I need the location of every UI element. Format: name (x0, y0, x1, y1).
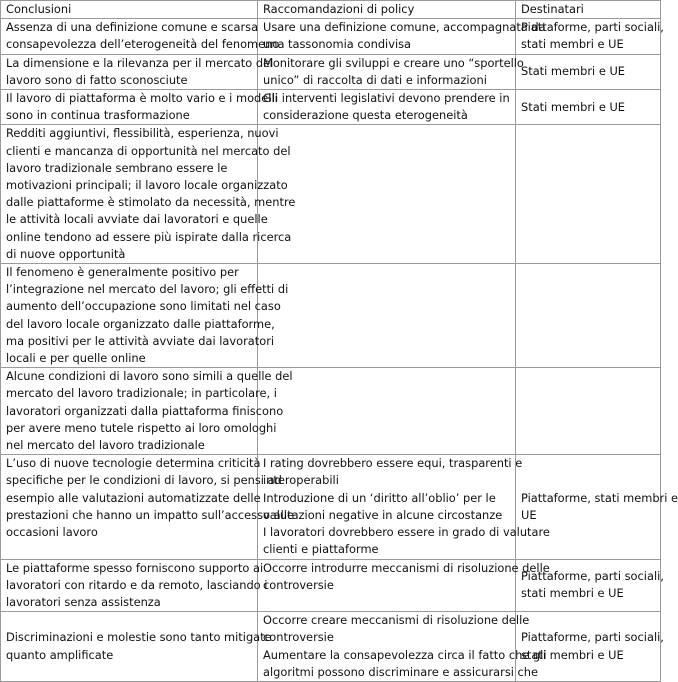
cell-text-line: Monitorare gli sviluppi e creare uno “sportello (263, 55, 524, 70)
cell-text-line: nel mercato del lavoro tradizionale (6, 438, 205, 453)
table-row (1, 455, 661, 559)
cell-conclusioni (1, 559, 268, 612)
cell-text-line: Occorre creare meccanismi di risoluzione delle (263, 613, 530, 628)
cell-text-line: specifiche per le condizioni di lavoro, si pensi ad (6, 473, 282, 488)
cell-raccomandazioni (258, 19, 546, 54)
cell-text-line: esempio alle valutazioni automatizzate delle (6, 490, 261, 505)
cell-text-line: stati membri e UE (521, 647, 624, 662)
cell-text-line: stati membri e UE (521, 37, 624, 52)
cell-text-line: l’integrazione nel mercato del lavoro; gli effetti di (6, 282, 289, 297)
table-row (1, 19, 661, 54)
cell-text-line: le attività locali avviate dai lavoratori e quelle (6, 212, 268, 227)
cell-destinatari (516, 368, 661, 455)
cell-destinatari (516, 54, 661, 89)
cell-text-line: ma positivi per le attività avviate dai lavoratori (6, 333, 275, 348)
table-row (1, 54, 661, 89)
cell-text-line: consapevolezza dell’eterogeneità del fenomeno (6, 37, 280, 52)
cell-conclusioni (1, 612, 272, 682)
cell-text-line: una tassonomia condivisa (263, 37, 412, 52)
table-row (1, 559, 661, 612)
cell-text-line: controversie (263, 630, 334, 645)
cell-text-line: Discriminazioni e molestie sono tanto mitigate (6, 630, 272, 645)
cell-raccomandazioni (258, 264, 516, 368)
cell-text-line: clienti e mancanza di opportunità nel mercato del (6, 143, 291, 158)
cell-text-line: Introduzione di un ‘diritto all’oblio’ per le (263, 490, 496, 505)
cell-conclusioni (1, 54, 274, 89)
cell-text-line: valutazioni negative in alcune circostanze (263, 507, 503, 522)
cell-raccomandazioni (258, 559, 550, 612)
cell-text-line: Redditi aggiuntivi, flessibilità, esperienza, nuovi (6, 126, 279, 141)
cell-text-line: online tendono ad essere più ispirate dalla ricerca (6, 229, 292, 244)
cell-text-line: lavoratori organizzati dalla piattaforma finiscono (6, 403, 284, 418)
cell-text-line: stati membri e UE (521, 586, 624, 601)
header-destinatari: Destinatari (516, 1, 661, 19)
cell-text-line: clienti e piattaforme (263, 542, 379, 557)
cell-raccomandazioni (258, 612, 547, 682)
cell-text-line: Il fenomeno è generalmente positivo per (6, 265, 239, 280)
cell-text-line: Usare una definizione comune, accompagnata da (263, 20, 546, 35)
cell-text-line: sono in continua trasformazione (6, 108, 190, 123)
cell-text-line: Il lavoro di piattaforma è molto vario e i modelli (6, 91, 278, 106)
cell-text-line: aumento dell’occupazione sono limitati nel caso (6, 299, 281, 314)
cell-conclusioni (1, 264, 289, 368)
table-header-row (1, 1, 661, 19)
cell-text-line: dalle piattaforme è stimolato da necessità, mentre (6, 195, 296, 210)
cell-text-line: Piattaforme, parti sociali, (521, 569, 664, 584)
cell-destinatari (516, 19, 664, 54)
cell-text-line: Alcune condizioni di lavoro sono simili a quelle del (6, 369, 293, 384)
table-row (1, 125, 661, 264)
cell-text-line: Stati membri e UE (521, 64, 625, 79)
cell-text-line: controversie (263, 577, 334, 592)
cell-text-line: Gli interventi legislativi devono prendere in (263, 91, 510, 106)
table-row (1, 612, 661, 682)
cell-text-line: Aumentare la consapevolezza circa il fatto che gli (263, 647, 547, 662)
cell-text-line: Stati membri e UE (521, 99, 625, 114)
cell-conclusioni (1, 19, 280, 54)
cell-text-line: lavoratori con ritardo e da remoto, lasciando i (6, 577, 268, 592)
cell-destinatari (516, 125, 661, 264)
cell-text-line: quanto amplificate (6, 647, 114, 662)
cell-text-line: del lavoro locale organizzato dalle piattaforme, (6, 316, 275, 331)
cell-text-line: Piattaforme, stati membri e (521, 490, 678, 505)
cell-text-line: Assenza di una definizione comune e scarsa (6, 20, 259, 35)
cell-text-line: UE (521, 507, 537, 522)
cell-text-line: algoritmi possono discriminare e assicurarsi che (263, 664, 539, 679)
table-row (1, 90, 661, 125)
cell-text-line: lavoratori senza assistenza (6, 594, 161, 609)
cell-text-line: Le piattaforme spesso forniscono supporto ai (6, 560, 264, 575)
cell-destinatari (516, 90, 661, 125)
cell-raccomandazioni (258, 125, 516, 264)
cell-text-line: I lavoratori dovrebbero essere in grado di valutare (263, 525, 550, 540)
cell-text-line: di nuove opportunità (6, 246, 126, 261)
cell-text-line: considerazione questa eterogeneità (263, 108, 468, 123)
cell-conclusioni (1, 90, 278, 125)
cell-text-line: mercato del lavoro tradizionale; in particolare, i (6, 386, 277, 401)
cell-text-line: per avere meno tutele rispetto ai loro omologhi (6, 420, 277, 435)
table-row (1, 368, 661, 455)
cell-destinatari (516, 264, 661, 368)
cell-raccomandazioni (258, 54, 524, 89)
cell-conclusioni (1, 368, 293, 455)
header-conclusioni: Conclusioni (1, 1, 258, 19)
cell-text-line: interoperabili (263, 473, 339, 488)
cell-raccomandazioni (258, 90, 516, 125)
cell-text-line: unico” di raccolta di dati e informazioni (263, 72, 487, 87)
cell-text-line: I rating dovrebbero essere equi, trasparenti e (263, 456, 523, 471)
cell-text-line: La dimensione e la rilevanza per il mercato del (6, 55, 274, 70)
cell-raccomandazioni (258, 368, 516, 455)
cell-text-line: motivazioni principali; il lavoro locale organizzato (6, 178, 288, 193)
table-row (1, 264, 661, 368)
cell-text-line: occasioni lavoro (6, 525, 98, 540)
header-raccomandazioni: Raccomandazioni di policy (258, 1, 516, 19)
cell-text-line: locali e per quelle online (6, 351, 146, 366)
cell-text-line: Piattaforme, parti sociali, (521, 630, 664, 645)
cell-text-line: Occorre introdurre meccanismi di risoluzione delle (263, 560, 550, 575)
cell-text-line: lavoro sono di fatto sconosciute (6, 72, 188, 87)
cell-text-line: prestazioni che hanno un impatto sull’accesso alle (6, 507, 294, 522)
cell-conclusioni (1, 455, 294, 559)
cell-conclusioni (1, 125, 296, 264)
cell-text-line: Piattaforme, parti sociali, (521, 20, 664, 35)
cell-destinatari (516, 455, 678, 559)
cell-text-line: lavoro tradizionale sembrano essere le (6, 160, 228, 175)
cell-text-line: L’uso di nuove tecnologie determina criticità (6, 456, 261, 471)
